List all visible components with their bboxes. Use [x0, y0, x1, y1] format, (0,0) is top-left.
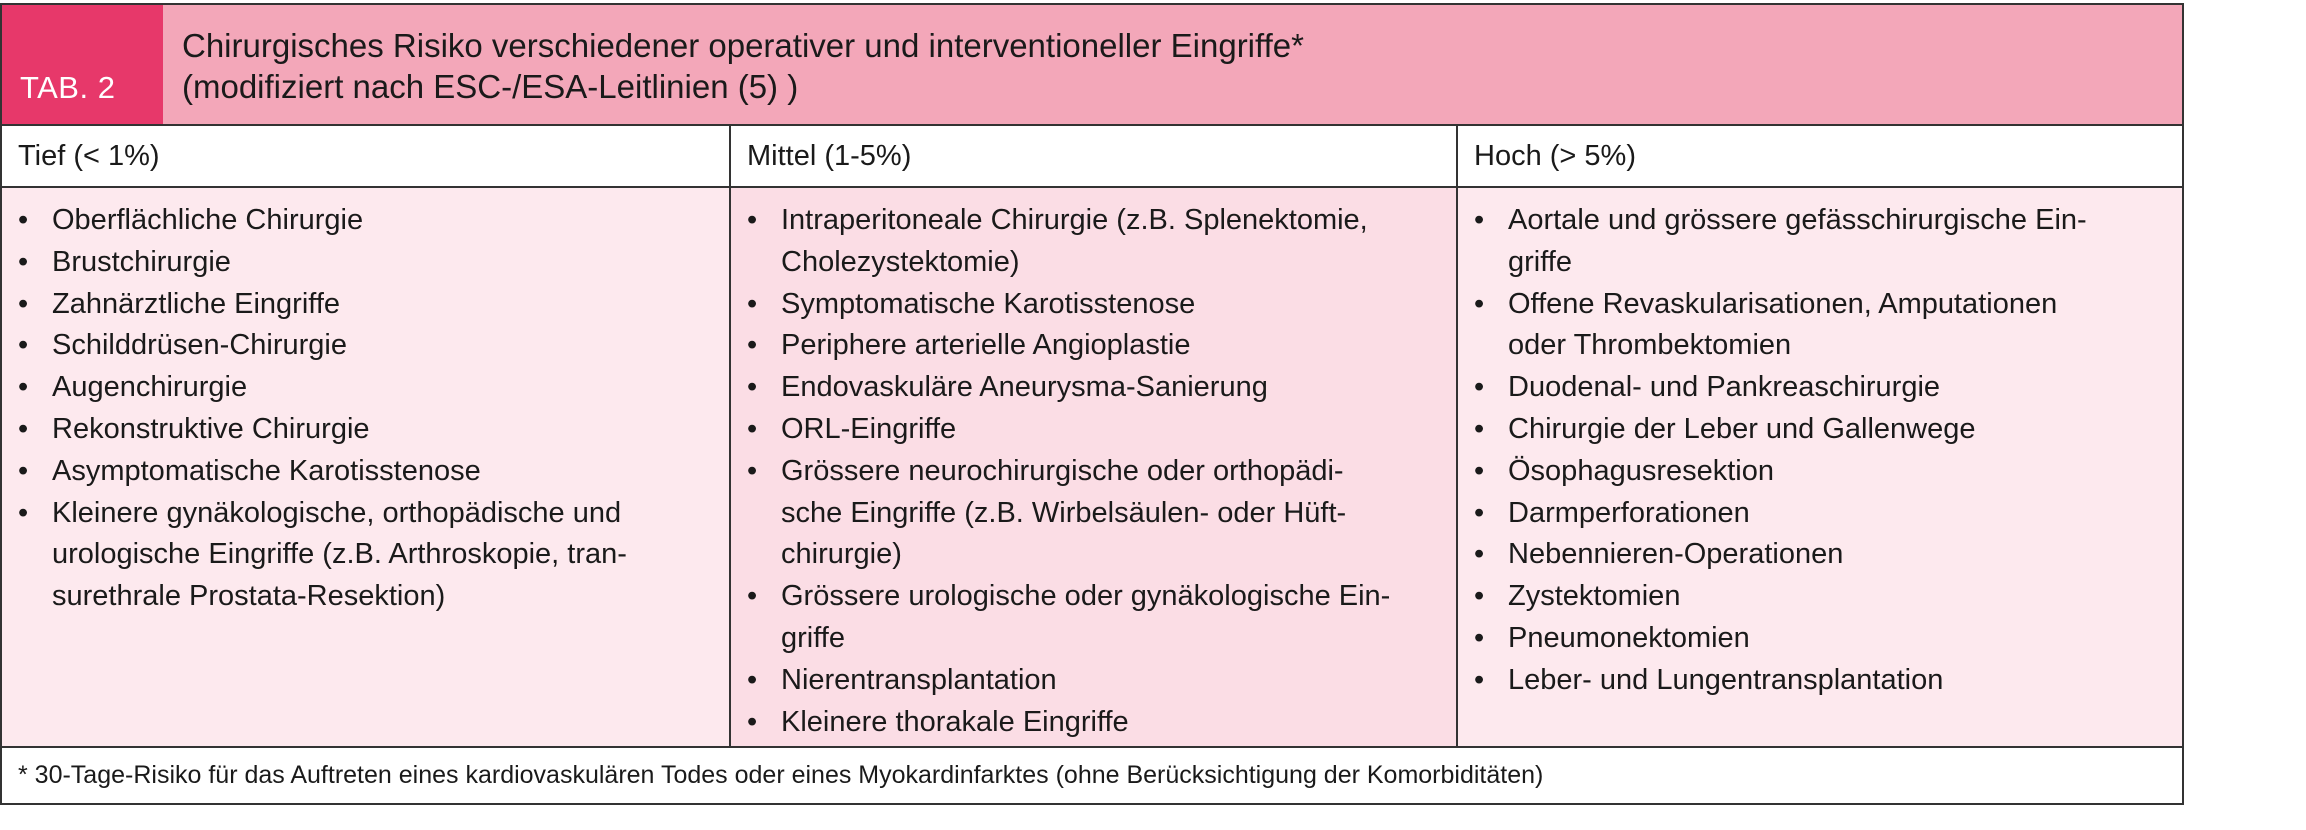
list-item-text: Ösophagusresektion [1508, 454, 1774, 487]
list-item-text: Nebennieren-Operationen [1508, 538, 1844, 571]
list-item [731, 200, 1456, 284]
list-item [1458, 367, 2182, 409]
list-item [2, 451, 729, 493]
list-item [731, 660, 1456, 702]
list-item [731, 576, 1456, 660]
list-item [1458, 618, 2182, 660]
list-item [2, 493, 729, 618]
list-item [731, 325, 1456, 367]
list-item-text: Intraperitoneale Chirurgie (z.B. Splenektomie, Cholezystektomie) [781, 204, 1368, 278]
column-high-risk [1456, 188, 2182, 746]
list-item-text: Chirurgie der Leber und Gallenwege [1508, 412, 1976, 445]
header-low-risk: Tief (< 1%) [18, 140, 160, 172]
table-title-line-2: (modifiziert nach ESC-/ESA-Leitlinien (5) ) [182, 68, 799, 105]
list-item [2, 284, 729, 326]
list-item-text: Kleinere thorakale Eingriffe [781, 705, 1129, 738]
list-item-text: Brustchirurgie [52, 245, 231, 278]
list-item-text: Endovaskuläre Aneurysma-Sanierung [781, 371, 1268, 404]
list-item-text: Kleinere gynäkologische, orthopädische und urologische Eingriffe (z.B. Arthroskopie, tran- surethrale Prostata-Resektion) [52, 496, 627, 613]
list-item [1458, 409, 2182, 451]
list-item-text: Grössere urologische oder gynäkologische Ein- griffe [781, 580, 1391, 654]
low-risk-list [2, 200, 729, 618]
list-item-text: Schilddrüsen-Chirurgie [52, 329, 347, 362]
column-low-risk [2, 188, 729, 746]
list-item [1458, 200, 2182, 284]
list-item [2, 242, 729, 284]
list-item [2, 325, 729, 367]
list-item [731, 451, 1456, 576]
list-item-text: Symptomatische Karotisstenose [781, 287, 1196, 320]
table-body-row [2, 188, 2182, 748]
medium-risk-list [731, 200, 1456, 743]
list-item [731, 367, 1456, 409]
list-item [1458, 660, 2182, 702]
list-item-text: Aortale und grössere gefässchirurgische Ein- griffe [1508, 204, 2087, 278]
list-item-text: Oberflächliche Chirurgie [52, 204, 364, 236]
list-item-text: Darmperforationen [1508, 496, 1750, 529]
table-title-line-1: Chirurgisches Risiko verschiedener operativer und interventioneller Eingriffe* [182, 27, 1304, 64]
list-item-text: Leber- und Lungentransplantation [1508, 663, 1944, 696]
table-title-bar [2, 5, 2182, 126]
list-item [1458, 576, 2182, 618]
list-item-text: Periphere arterielle Angioplastie [781, 329, 1191, 362]
list-item [1458, 493, 2182, 535]
header-medium-risk: Mittel (1-5%) [729, 126, 1456, 186]
risk-table [0, 3, 2184, 805]
column-medium-risk [729, 188, 1456, 746]
list-item-text: Zystektomien [1508, 580, 1681, 613]
list-item-text: Pneumonektomien [1508, 621, 1750, 654]
list-item-text: Offene Revaskularisationen, Amputationen oder Thrombektomien [1508, 287, 2058, 362]
list-item-text: Duodenal- und Pankreaschirurgie [1508, 371, 1941, 404]
header-high-risk: Hoch (> 5%) [1456, 126, 2182, 186]
table-badge-label: TAB. 2 [20, 70, 116, 105]
list-item [731, 409, 1456, 451]
list-item [2, 367, 729, 409]
table-badge [2, 5, 163, 124]
list-item-text: Zahnärztliche Eingriffe [52, 287, 341, 320]
list-item [1458, 534, 2182, 576]
table-title [182, 25, 1304, 107]
list-item [731, 702, 1456, 744]
list-item [2, 200, 729, 242]
list-item [731, 284, 1456, 326]
high-risk-list [1458, 200, 2182, 702]
table-footnote [2, 748, 2182, 803]
table-header-row [2, 126, 2182, 188]
list-item [1458, 284, 2182, 368]
list-item [1458, 451, 2182, 493]
list-item-text: Augenchirurgie [52, 371, 248, 404]
list-item-text: Asymptomatische Karotisstenose [52, 454, 481, 487]
list-item-text: ORL-Eingriffe [781, 412, 957, 445]
list-item [2, 409, 729, 451]
list-item-text: Grössere neurochirurgische oder orthopädi- sche Eingriffe (z.B. Wirbelsäulen- oder Hüft- chirurgie) [781, 454, 1347, 571]
footnote-text: * 30-Tage-Risiko für das Auftreten eines kardiovaskulären Todes oder eines Myokardinfarktes (ohne Berücksichtigung der Komorbiditäten) [18, 761, 1544, 789]
list-item-text: Nierentransplantation [781, 663, 1057, 696]
list-item-text: Rekonstruktive Chirurgie [52, 412, 370, 445]
